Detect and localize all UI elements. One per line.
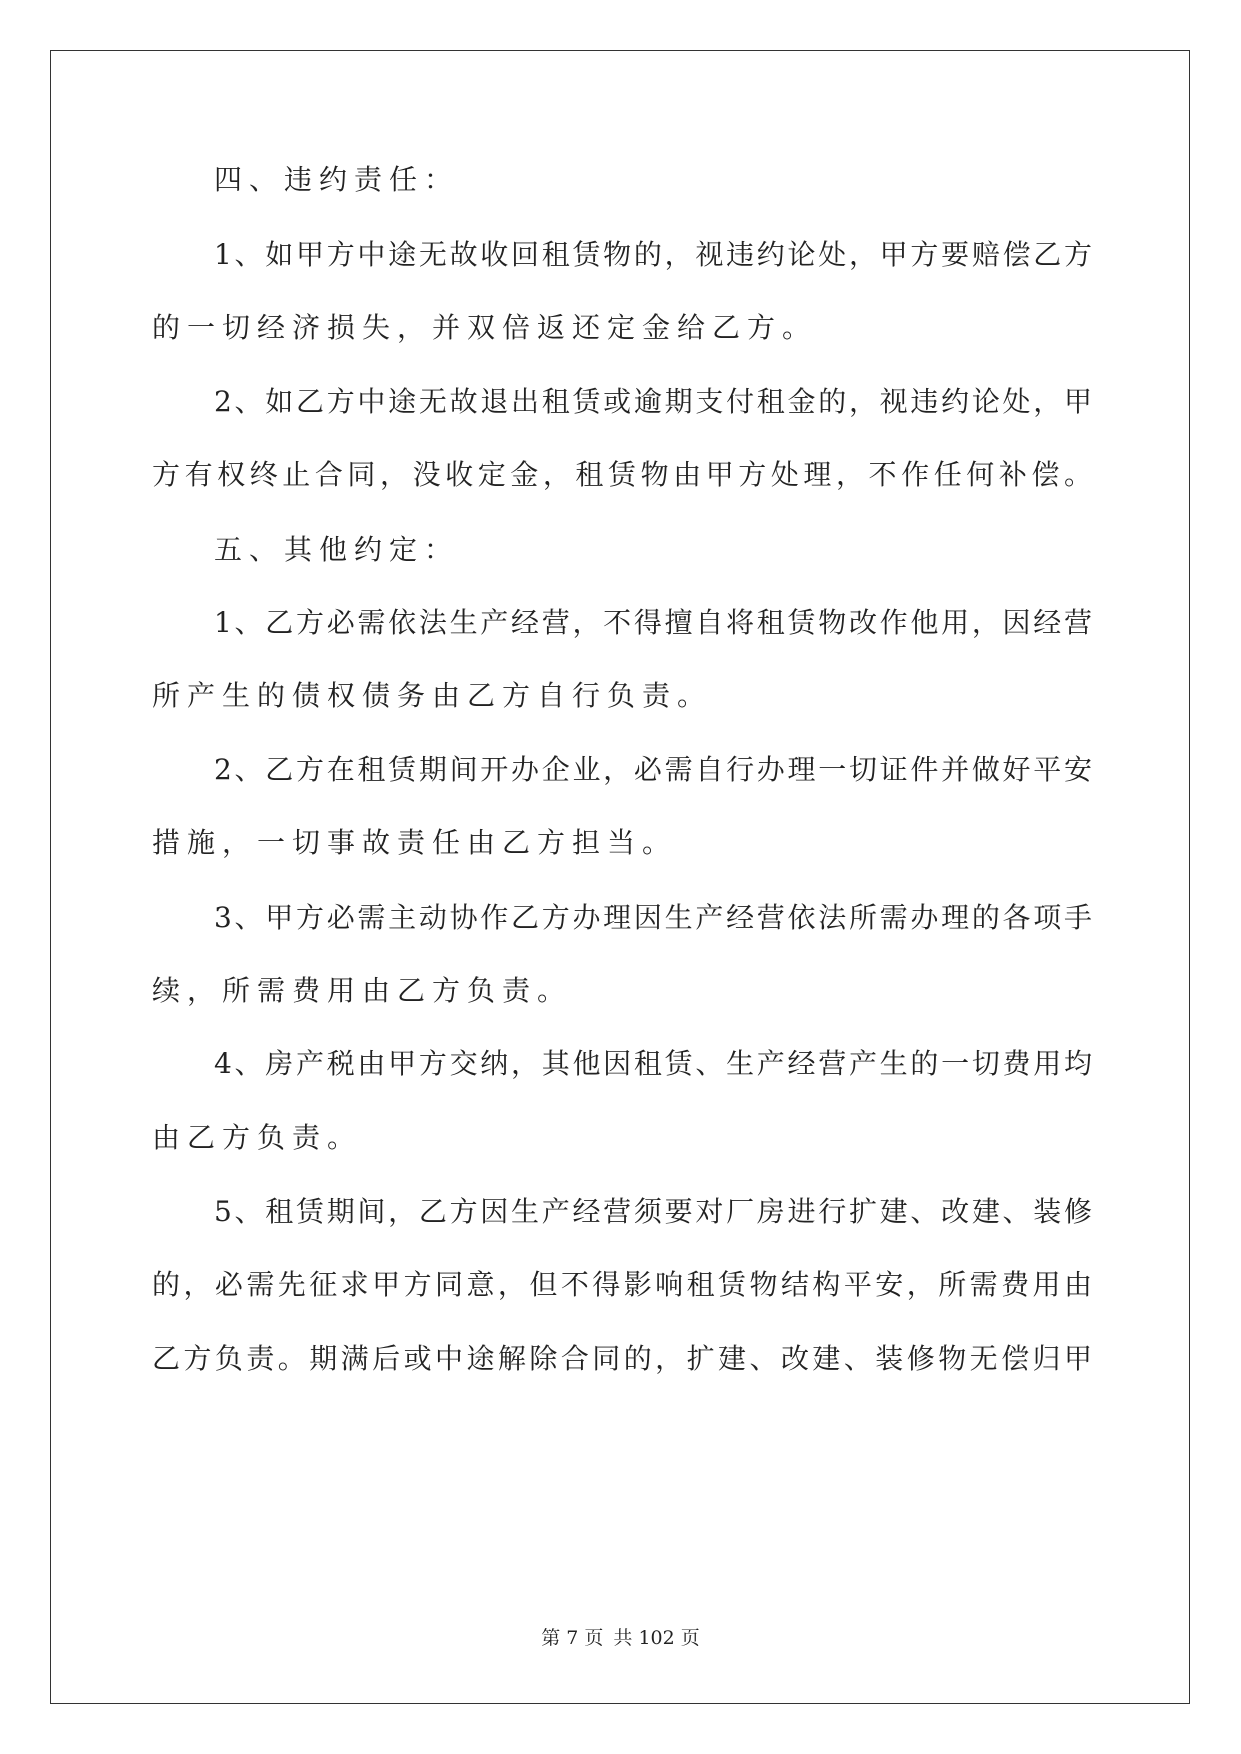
- page-number: 第 7 页: [541, 1627, 604, 1649]
- paragraph-line: 由乙方负责。: [152, 1121, 363, 1154]
- section-heading-breach: 四、违约责任：: [214, 163, 460, 196]
- paragraph-line: 乙方负责。期满后或中途解除合同的，扩建、改建、装修物无偿归甲: [152, 1342, 1092, 1375]
- paragraph-line: 续，所需费用由乙方负责。: [152, 974, 573, 1007]
- page-total: 共 102 页: [613, 1627, 700, 1649]
- paragraph-line: 1、如甲方中途无故收回租赁物的，视违约论处，甲方要赔偿乙方: [214, 238, 1092, 271]
- paragraph-line: 4、房产税由甲方交纳，其他因租赁、生产经营产生的一切费用均: [214, 1047, 1092, 1080]
- page-frame: [50, 50, 1190, 1704]
- paragraph-line: 方有权终止合同，没收定金，租赁物由甲方处理，不作任何补偿。: [152, 458, 1092, 491]
- paragraph-line: 2、乙方在租赁期间开办企业，必需自行办理一切证件并做好平安: [214, 753, 1092, 786]
- paragraph-line: 5、租赁期间，乙方因生产经营须要对厂房进行扩建、改建、装修: [214, 1195, 1092, 1228]
- paragraph-line: 1、乙方必需依法生产经营，不得擅自将租赁物改作他用，因经营: [214, 606, 1092, 639]
- page-footer: [0, 1623, 1241, 1650]
- paragraph-line: 3、甲方必需主动协作乙方办理因生产经营依法所需办理的各项手: [214, 901, 1092, 934]
- paragraph-line: 措施，一切事故责任由乙方担当。: [152, 826, 678, 859]
- section-heading-other: 五、其他约定：: [214, 533, 460, 566]
- paragraph-line: 的，必需先征求甲方同意，但不得影响租赁物结构平安，所需费用由: [152, 1268, 1092, 1301]
- paragraph-line: 所产生的债权债务由乙方自行负责。: [152, 679, 713, 712]
- paragraph-line: 2、如乙方中途无故退出租赁或逾期支付租金的，视违约论处，甲: [214, 385, 1092, 418]
- paragraph-line: 的一切经济损失，并双倍返还定金给乙方。: [152, 311, 818, 344]
